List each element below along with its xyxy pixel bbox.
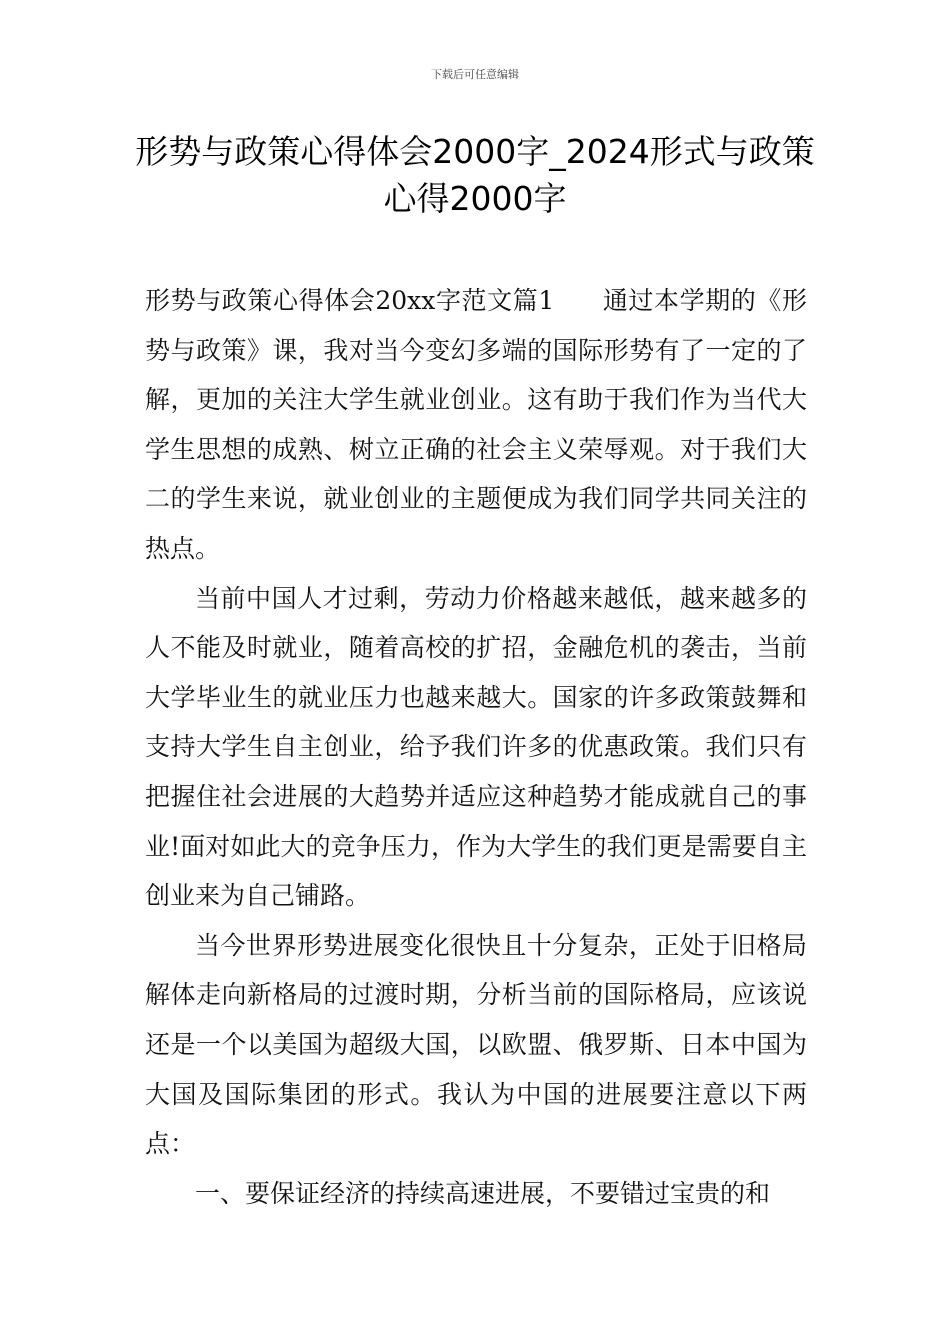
paragraph-1-lead: 形势与政策心得体会20xx字范文篇1 [145, 286, 555, 315]
header-note: 下载后可任意编辑 [431, 68, 519, 81]
paragraph-1-text: 通过本学期的《形势与政策》课，我对当今变幻多端的国际形势有了一定的了解，更加的关注大学生就业创业。这有助于我们作为当代大学生思想的成熟、树立正确的社会主义荣辱观。对于我们大二的学生来说，就业创业的主题便成为我们同学共同关注的热点。 [145, 286, 807, 563]
document-body [145, 276, 807, 1218]
paragraph-3: 当今世界形势进展变化很快且十分复杂，正处于旧格局解体走向新格局的过渡时期，分析当前的国际格局，应该说还是一个以美国为超级大国，以欧盟、俄罗斯、日本中国为大国及国际集团的形式。我认为中国的进展要注意以下两点： [145, 930, 807, 1159]
paragraph-1 [145, 276, 807, 574]
paragraph-2: 当前中国人才过剩，劳动力价格越来越低，越来越多的人不能及时就业，随着高校的扩招，金融危机的袭击，当前大学毕业生的就业压力也越来越大。国家的许多政策鼓舞和支持大学生自主创业，给予我们许多的优惠政策。我们只有把握住社会进展的大趋势并适应这种趋势才能成就自己的事业!面对如此大的竞争压力，作为大学生的我们更是需要自主创业来为自己铺路。 [145, 583, 807, 911]
document-title: 形势与政策心得体会2000字_2024形式与政策心得2000字 [135, 132, 815, 218]
paragraph-4: 一、要保证经济的持续高速进展，不要错过宝贵的和 [195, 1178, 771, 1208]
